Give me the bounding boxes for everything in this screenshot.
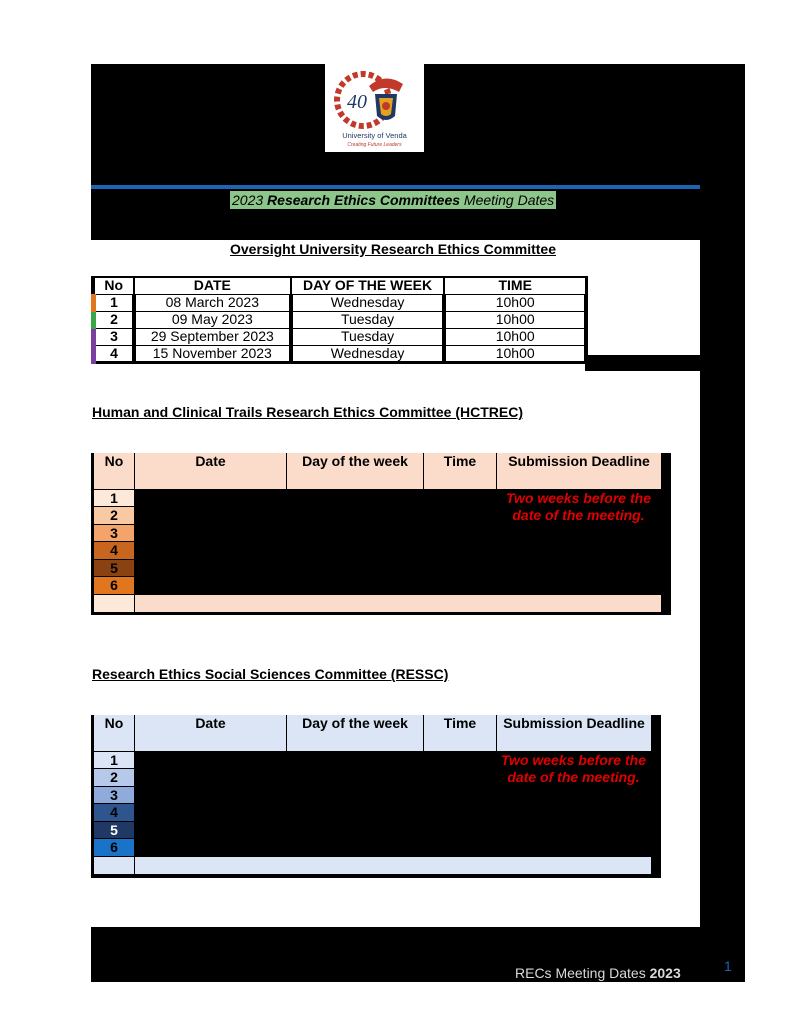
table-footer-cell: [94, 857, 134, 874]
header-date: DATE: [134, 277, 291, 294]
table-shadow-band: [585, 355, 705, 371]
row-no: 5: [94, 560, 134, 576]
header-day: Day of the week: [286, 453, 423, 489]
table-footer-cell: [94, 595, 134, 612]
oversight-meetings-table: [91, 276, 588, 364]
logo-emblem-icon: [325, 64, 424, 152]
right-margin-band: [700, 64, 745, 982]
row-day: Tuesday: [291, 311, 445, 328]
table-row: [94, 294, 587, 311]
header-date: Date: [134, 453, 286, 489]
footer-label: [515, 965, 681, 981]
table-row: [94, 328, 587, 345]
table-header-row: [94, 277, 587, 294]
deadline-note: Two weeks before the date of the meeting.: [501, 752, 646, 785]
row-no: 4: [94, 804, 134, 821]
university-logo: [325, 64, 424, 152]
row-time: 10h00: [444, 311, 586, 328]
header-time: Time: [423, 715, 496, 751]
hctrec-meetings-table: [91, 453, 671, 615]
header-deadline: Submission Deadline: [496, 715, 651, 751]
row-no: 3: [94, 787, 134, 803]
header-no: No: [94, 715, 134, 751]
row-no: 1: [94, 752, 134, 768]
row-no: 4: [94, 345, 134, 362]
header-day: Day of the week: [286, 715, 423, 751]
row-no: 2: [94, 507, 134, 524]
table-footer-strip: [135, 857, 651, 874]
table-row: [94, 311, 587, 328]
row-day: Wednesday: [291, 294, 445, 311]
title-emphasis: Research Ethics Committees: [267, 192, 461, 208]
section-title-hctrec: Human and Clinical Trails Research Ethics Committee (HCTREC): [92, 404, 523, 420]
row-time: 10h00: [444, 328, 586, 345]
footer-year: 2023: [649, 965, 681, 981]
row-date: 08 March 2023: [134, 294, 291, 311]
header-no: No: [94, 453, 134, 489]
row-no: 5: [94, 822, 134, 838]
row-no: 6: [94, 839, 134, 856]
row-no: 6: [94, 577, 134, 594]
row-date: 15 November 2023: [134, 345, 291, 362]
logo-anniversary-number: 40: [347, 91, 367, 113]
deadline-note: Two weeks before the date of the meeting.: [506, 490, 651, 523]
header-time: TIME: [444, 277, 586, 294]
row-no: 3: [94, 525, 134, 541]
row-date: 29 September 2023: [134, 328, 291, 345]
title-year: 2023: [232, 192, 264, 208]
row-time: 10h00: [444, 345, 586, 362]
ressc-meetings-table: [91, 715, 661, 878]
section-title-ressc: Research Ethics Social Sciences Committee (RESSC): [92, 666, 449, 682]
row-date: 09 May 2023: [134, 311, 291, 328]
header-date: Date: [134, 715, 286, 751]
header-time: Time: [423, 453, 496, 489]
row-no: 1: [94, 490, 134, 506]
row-no: 2: [94, 769, 134, 786]
document-title: [230, 191, 556, 209]
page-number: 1: [724, 958, 732, 974]
section-title-oversight: Oversight University Research Ethics Committee: [230, 241, 557, 257]
row-no: 1: [94, 294, 134, 311]
row-day: Tuesday: [291, 328, 445, 345]
header-day: DAY OF THE WEEK: [291, 277, 445, 294]
footer-label-text: RECs Meeting Dates: [515, 965, 646, 981]
row-no: 2: [94, 311, 134, 328]
row-day: Wednesday: [291, 345, 445, 362]
row-no: 3: [94, 328, 134, 345]
table-row: [94, 345, 587, 362]
header-rule: [91, 185, 700, 189]
row-time: 10h00: [444, 294, 586, 311]
title-rest: Meeting Dates: [463, 192, 555, 208]
logo-tagline: Creating Future Leaders: [347, 142, 402, 148]
row-no: 4: [94, 542, 134, 559]
header-no: No: [94, 277, 134, 294]
header-deadline: Submission Deadline: [496, 453, 661, 489]
table-footer-strip: [135, 595, 661, 612]
logo-university-name: University of Venda: [342, 131, 407, 140]
